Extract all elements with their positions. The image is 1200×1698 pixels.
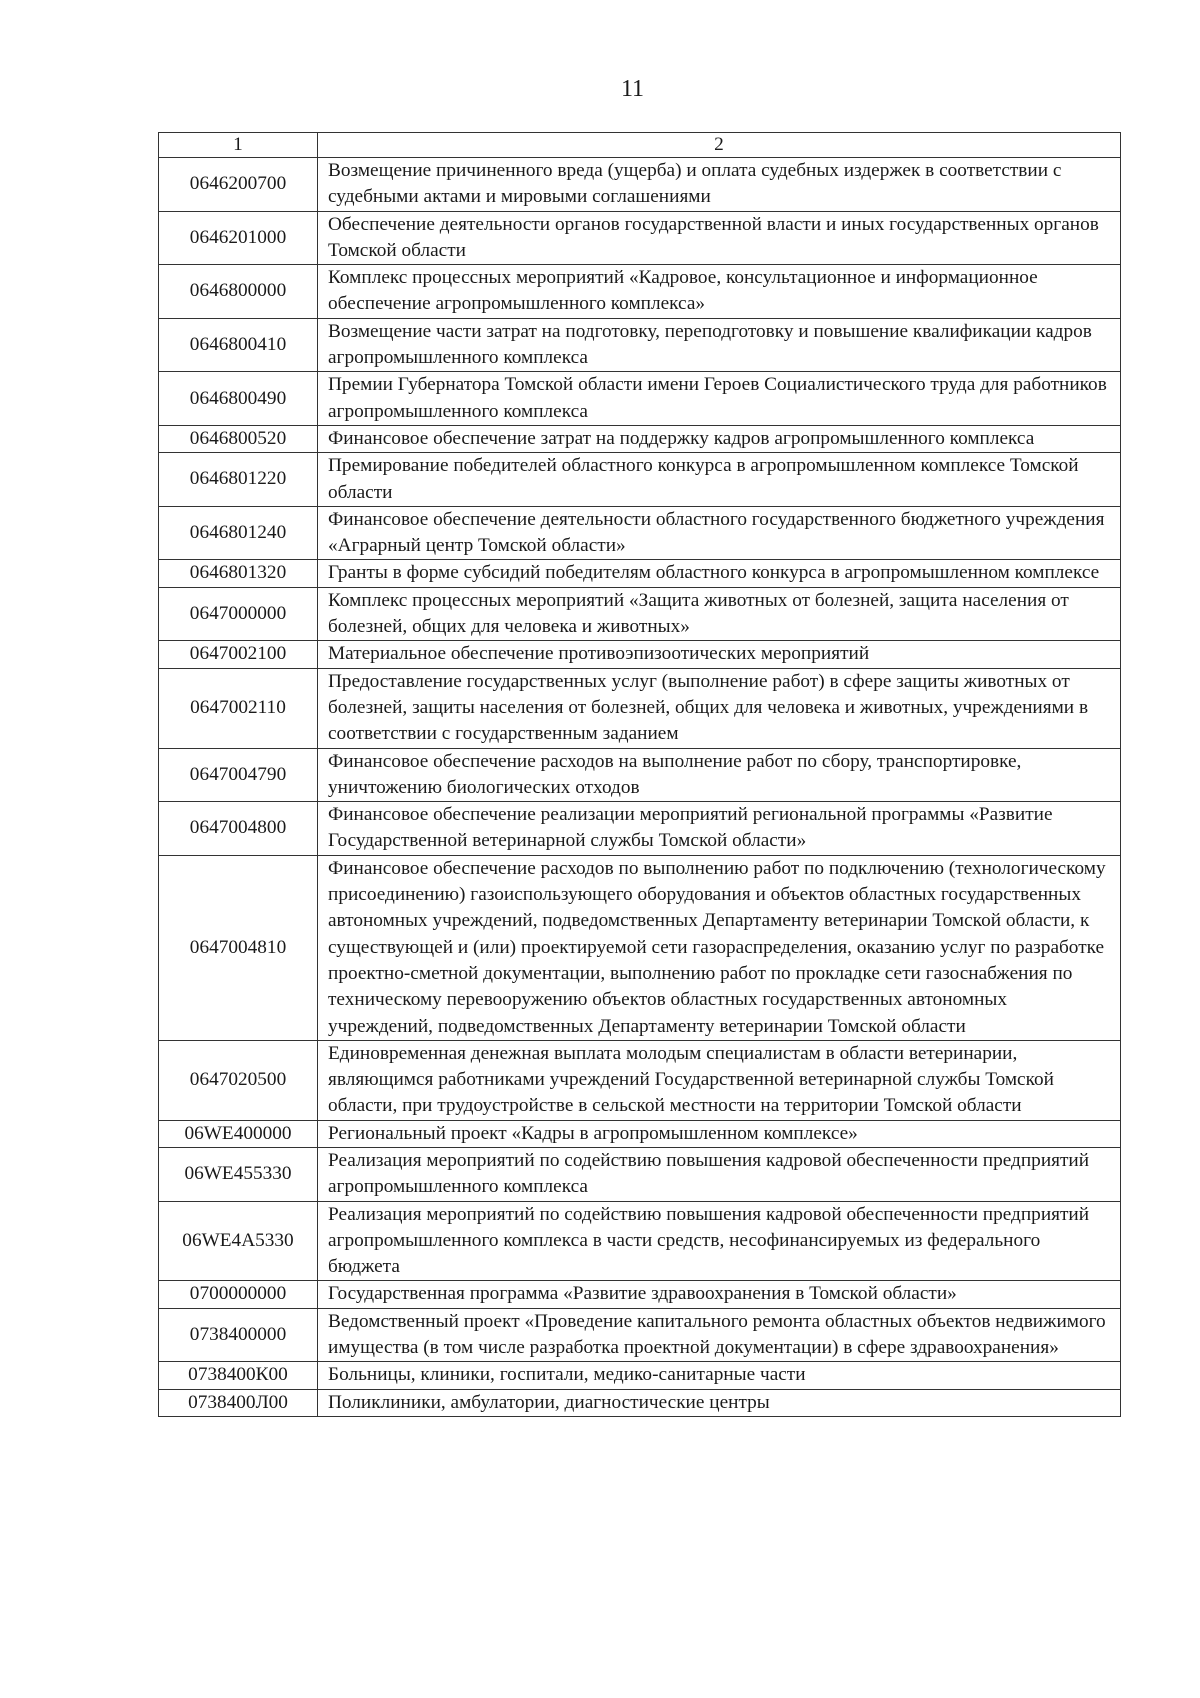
row-description: Обеспечение деятельности органов государственной власти и иных государственных органов Томской области	[318, 211, 1121, 265]
row-code: 0738400000	[159, 1308, 318, 1362]
table-row	[159, 1040, 1121, 1120]
row-description: Возмещение части затрат на подготовку, переподготовку и повышение квалификации кадров агропромышленного комплекса	[318, 318, 1121, 372]
table-row	[159, 1308, 1121, 1362]
row-description: Реализация мероприятий по содействию повышения кадровой обеспеченности предприятий агропромышленного комплекса	[318, 1147, 1121, 1201]
table-row	[159, 748, 1121, 802]
row-code: 0700000000	[159, 1281, 318, 1308]
row-code: 06WE4A5330	[159, 1201, 318, 1281]
table-row	[159, 668, 1121, 748]
table-row	[159, 158, 1121, 212]
table-row	[159, 265, 1121, 319]
row-description: Предоставление государственных услуг (выполнение работ) в сфере защиты животных от болезней, защиты населения от болезней, общих для человека и животных, учреждениями в соответствии с государственным заданием	[318, 668, 1121, 748]
table-row	[159, 453, 1121, 507]
row-code: 0646800410	[159, 318, 318, 372]
row-description: Единовременная денежная выплата молодым специалистам в области ветеринарии, являющимся работниками учреждений Государственной ветеринарной службы Томской области, при трудоустройстве в сельской местности на территории Томской области	[318, 1040, 1121, 1120]
table-row	[159, 1201, 1121, 1281]
table-row	[159, 372, 1121, 426]
row-code: 0647004810	[159, 855, 318, 1040]
row-code: 0646801220	[159, 453, 318, 507]
row-description: Материальное обеспечение противоэпизоотических мероприятий	[318, 641, 1121, 668]
row-description: Финансовое обеспечение затрат на поддержку кадров агропромышленного комплекса	[318, 425, 1121, 452]
table-row	[159, 1389, 1121, 1416]
row-code: 0647002100	[159, 641, 318, 668]
table-row	[159, 855, 1121, 1040]
row-description: Больницы, клиники, госпитали, медико-санитарные части	[318, 1362, 1121, 1389]
table-row	[159, 1120, 1121, 1147]
table-row	[159, 506, 1121, 560]
row-description: Ведомственный проект «Проведение капитального ремонта областных объектов недвижимого имущества (в том числе разработка проектной документации) в сфере здравоохранения»	[318, 1308, 1121, 1362]
table-row	[159, 560, 1121, 587]
row-code: 0646801240	[159, 506, 318, 560]
row-code: 0647004800	[159, 802, 318, 856]
row-code: 0647000000	[159, 587, 318, 641]
row-description: Реализация мероприятий по содействию повышения кадровой обеспеченности предприятий агропромышленного комплекса в части средств, несофинансируемых из федерального бюджета	[318, 1201, 1121, 1281]
table-row	[159, 1281, 1121, 1308]
row-code: 0646201000	[159, 211, 318, 265]
row-code: 0738400К00	[159, 1362, 318, 1389]
row-description: Государственная программа «Развитие здравоохранения в Томской области»	[318, 1281, 1121, 1308]
row-description: Финансовое обеспечение реализации мероприятий региональной программы «Развитие Государственной ветеринарной службы Томской области»	[318, 802, 1121, 856]
row-description: Финансовое обеспечение расходов по выполнению работ по подключению (технологическому присоединению) газоиспользующего оборудования и объектов областных государственных автономных учреждений, подведомственных Департаменту ветеринарии Томской области, к существующей и (или) проектируемой сети газораспределения, оказанию услуг по разработке проектно-сметной документации, выполнению работ по прокладке сети газоснабжения по техническому перевооружению объектов областных государственных автономных учреждений, подведомственных Департаменту ветеринарии Томской области	[318, 855, 1121, 1040]
column-header-code: 1	[159, 133, 318, 158]
row-code: 0646800000	[159, 265, 318, 319]
row-code: 0647004790	[159, 748, 318, 802]
table-row	[159, 1147, 1121, 1201]
row-code: 06WE455330	[159, 1147, 318, 1201]
row-code: 0647002110	[159, 668, 318, 748]
row-code: 0647020500	[159, 1040, 318, 1120]
column-header-description: 2	[318, 133, 1121, 158]
page-number: 11	[620, 76, 645, 102]
table-header-row	[159, 133, 1121, 158]
budget-codes-table	[158, 132, 1121, 1417]
row-code: 0646800520	[159, 425, 318, 452]
row-code: 0646200700	[159, 158, 318, 212]
table-row	[159, 211, 1121, 265]
row-description: Комплекс процессных мероприятий «Кадровое, консультационное и информационное обеспечение агропромышленного комплекса»	[318, 265, 1121, 319]
row-description: Региональный проект «Кадры в агропромышленном комплексе»	[318, 1120, 1121, 1147]
row-description: Комплекс процессных мероприятий «Защита животных от болезней, защита населения от болезней, общих для человека и животных»	[318, 587, 1121, 641]
row-code: 0738400Л00	[159, 1389, 318, 1416]
table-row	[159, 802, 1121, 856]
row-description: Премии Губернатора Томской области имени Героев Социалистического труда для работников агропромышленного комплекса	[318, 372, 1121, 426]
row-description: Финансовое обеспечение расходов на выполнение работ по сбору, транспортировке, уничтожению биологических отходов	[318, 748, 1121, 802]
row-code: 06WE400000	[159, 1120, 318, 1147]
row-description: Гранты в форме субсидий победителям областного конкурса в агропромышленном комплексе	[318, 560, 1121, 587]
table-row	[159, 1362, 1121, 1389]
row-description: Поликлиники, амбулатории, диагностические центры	[318, 1389, 1121, 1416]
table-row	[159, 587, 1121, 641]
table-row	[159, 641, 1121, 668]
row-description: Финансовое обеспечение деятельности областного государственного бюджетного учреждения «Аграрный центр Томской области»	[318, 506, 1121, 560]
row-code: 0646800490	[159, 372, 318, 426]
row-description: Премирование победителей областного конкурса в агропромышленном комплексе Томской области	[318, 453, 1121, 507]
row-code: 0646801320	[159, 560, 318, 587]
table-row	[159, 318, 1121, 372]
table-row	[159, 425, 1121, 452]
row-description: Возмещение причиненного вреда (ущерба) и оплата судебных издержек в соответствии с судебными актами и мировыми соглашениями	[318, 158, 1121, 212]
